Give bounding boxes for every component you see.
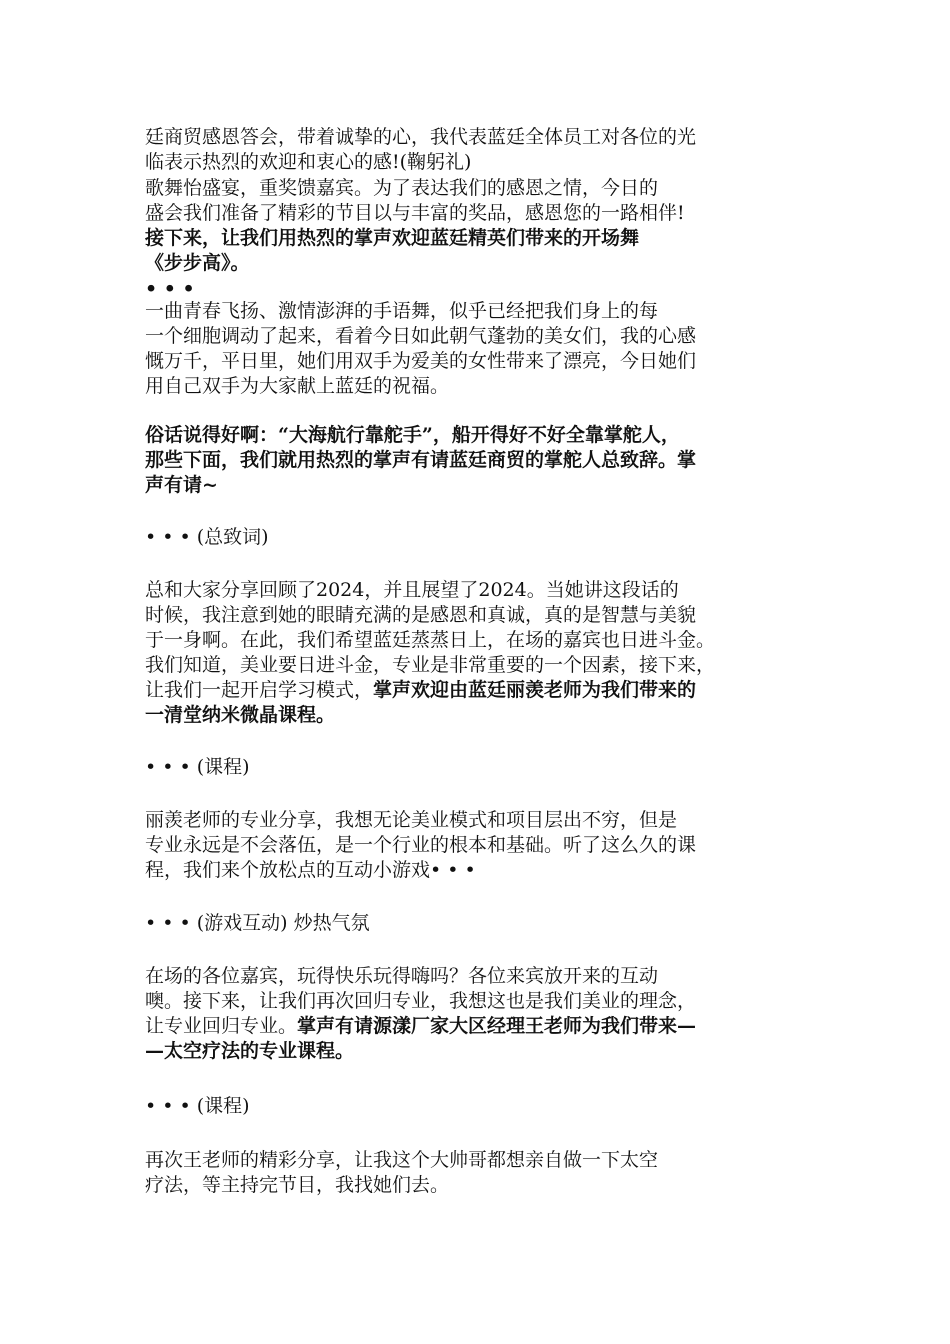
paragraph-16-line-2: 疗法，等主持完节目，我找她们去。 (145, 1174, 450, 1196)
paragraph-8-line-1: 总和大家分享回顾了2024，并且展望了2024。当她讲这段话的 (145, 579, 679, 601)
paragraph-11-line-1: 丽羡老师的专业分享，我想无论美业模式和项目层出不穷，但是 (145, 809, 678, 831)
paragraph-8-line-5 (145, 678, 696, 703)
section-marker-course-2: • • • (课程) (145, 1095, 250, 1117)
paragraph-1-line-1: 廷商贸感恩答会，带着诚挚的心，我代表蓝廷全体员工对各位的光 (145, 126, 697, 148)
paragraph-8-line-2: 时候，我注意到她的眼睛充满的是感恩和真诚，真的是智慧与美貌 (145, 604, 697, 626)
paragraph-2-line-2: 盛会我们准备了精彩的节目以与丰富的奖品，感恩您的一路相伴! (145, 202, 685, 224)
paragraph-6-line-1: 俗话说得好啊：“大海航行靠舵手”，船开得好不好全靠掌舵人， (145, 424, 680, 446)
paragraph-13-line-1: 在场的各位嘉宾，玩得快乐玩得嗨吗？各位来宾放开来的互动 (145, 965, 659, 987)
section-marker-closing-speech: • • • (总致词) (145, 526, 269, 548)
paragraph-3-line-2: 《步步高》。 (145, 252, 250, 274)
paragraph-13-highlight: 掌声有请源漾厂家大区经理王老师为我们带来— (297, 1015, 697, 1037)
paragraph-8-line-4: 我们知道，美业要日进斗金，专业是非常重要的一个因素，接下来， (145, 654, 716, 676)
paragraph-11-line-2: 专业永远是不会落伍，是一个行业的根本和基础。听了这么久的课 (145, 834, 697, 856)
paragraph-5-line-1: 一曲青春飞扬、激情澎湃的手语舞，似乎已经把我们身上的每 (145, 300, 659, 322)
paragraph-16-line-1: 再次王老师的精彩分享，让我这个大帅哥都想亲自做一下太空 (145, 1149, 659, 1171)
paragraph-13-line-2: 噢。接下来，让我们再次回归专业，我想这也是我们美业的理念， (145, 990, 697, 1012)
paragraph-1-line-2: 临表示热烈的欢迎和衷心的感!(鞠躬礼) (145, 151, 472, 173)
paragraph-8-line-5-text: 让我们一起开启学习模式， (145, 679, 374, 701)
paragraph-5-line-3: 慨万千，平日里，她们用双手为爱美的女性带来了漂亮，今日她们 (145, 350, 697, 372)
section-marker-game: • • • (游戏互动) 炒热气氛 (145, 912, 370, 934)
paragraph-5-line-4: 用自己双手为大家献上蓝廷的祝福。 (145, 375, 450, 397)
paragraph-8-highlight: 掌声欢迎由蓝廷丽羡老师为我们带来的 (373, 679, 697, 701)
paragraph-13-line-3 (145, 1014, 696, 1039)
paragraph-8-highlight-line-2: 一清堂纳米微晶课程。 (145, 704, 336, 726)
paragraph-6-line-3: 声有请~ (145, 474, 218, 496)
paragraph-5-line-2: 一个细胞调动了起来，看着今日如此朝气蓬勃的美女们，我的心感 (145, 325, 697, 347)
paragraph-13-line-3-text: 让专业回归专业。 (145, 1015, 298, 1037)
paragraph-6-line-2: 那些下面，我们就用热烈的掌声有请蓝廷商贸的掌舵人总致辞。掌 (145, 449, 697, 471)
paragraph-2-line-1: 歌舞怡盛宴，重奖馈嘉宾。为了表达我们的感恩之情，今日的 (145, 177, 659, 199)
paragraph-11-line-3: 程，我们来个放松点的互动小游戏• • • (145, 859, 476, 881)
ellipsis-marker-1: • • • (145, 278, 195, 300)
paragraph-8-line-3: 于一身啊。在此，我们希望蓝廷蒸蒸日上，在场的嘉宾也日进斗金。 (145, 629, 716, 651)
paragraph-13-highlight-line-2: —太空疗法的专业课程。 (145, 1040, 355, 1062)
paragraph-3-line-1: 接下来，让我们用热烈的掌声欢迎蓝廷精英们带来的开场舞 (145, 227, 640, 249)
section-marker-course-1: • • • (课程) (145, 756, 250, 778)
